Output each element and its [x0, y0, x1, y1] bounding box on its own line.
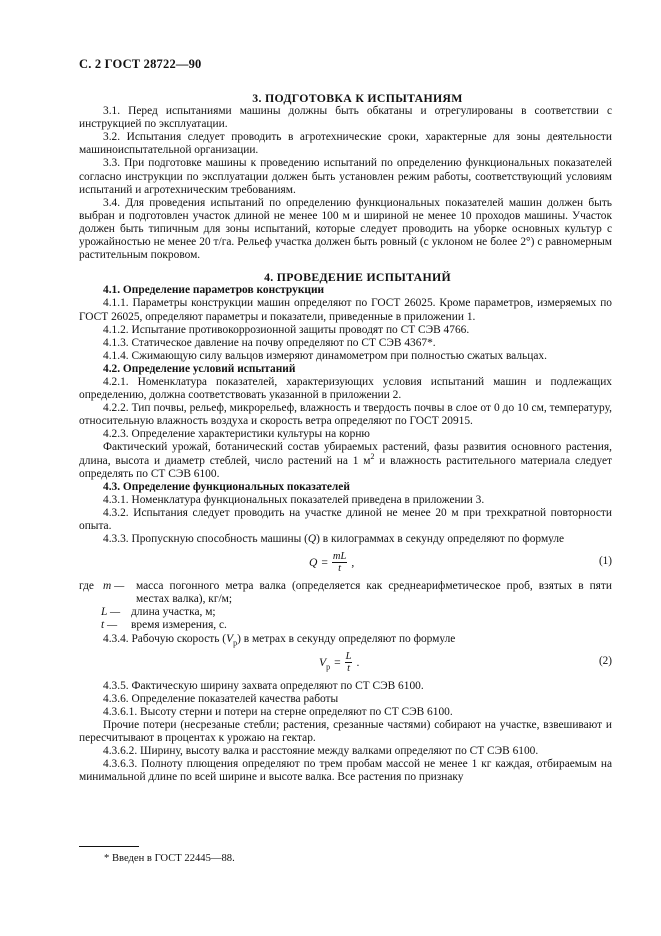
speed-text-start: 4.3.4. Рабочую скорость ( [103, 632, 227, 645]
where-t-symbol: t — [101, 619, 118, 632]
heading-4-1: 4.1. Определение параметров конструкции [103, 284, 325, 297]
footnote: * Введен в ГОСТ 22445—88. [104, 853, 235, 864]
paragraph-4-3-3 [79, 533, 612, 546]
formula-1 [79, 549, 612, 575]
paragraph-4-3-1: 4.3.1. Номенклатура функциональных показателей приведена в приложении 3. [103, 493, 485, 506]
formula-2 [79, 649, 612, 675]
formula-1-numerator: mL [332, 551, 347, 563]
formula-2-numerator: L [345, 650, 352, 662]
paragraph-4-2-2: 4.2.2. Тип почвы, рельеф, микрорельеф, влажность и твердость почвы в слое от 0 до 10 см, температуру, относительную влажность воздуха и скорость ветра определяют по ГОСТ 20915. [79, 402, 612, 428]
paragraph-4-3-2: 4.3.2. Испытания следует проводить на участке длиной не менее 20 м при трехкратной повторности опыта. [79, 506, 612, 532]
paragraph-4-3-4 [79, 633, 612, 646]
paragraph-4-2-1: 4.2.1. Номенклатура показателей, характеризующих условия испытаний машин и подлежащих определению, должна соответствовать указанной в приложении 2. [79, 375, 612, 402]
speed-symbol: V [226, 632, 234, 645]
crop-text-start: Фактический урожай, ботанический состав убираемых растений, фазы развития основного растения, длина, высота и диаметр стеблей, число растений на 1 м [79, 441, 612, 467]
document-body [79, 92, 612, 784]
formula-2-fraction [345, 651, 353, 674]
crop-text-end: и влажность растительного материала следует определять по СТ СЭВ 6100. [79, 454, 612, 480]
running-header: С. 2 ГОСТ 28722—90 [79, 57, 202, 71]
where-l-definition: длина участка, м; [131, 606, 216, 619]
formula-2-number: (2) [598, 654, 612, 667]
paragraph-4-1-2: 4.1.2. Испытание противокоррозионной защиты проводят по СТ СЭВ 4766. [103, 323, 470, 336]
square-meter-superscript: 2 [370, 451, 375, 461]
throughput-text-start: 4.3.3. Пропускную способность машины ( [103, 533, 308, 546]
formula-2-lhs: V [319, 655, 327, 669]
paragraph-3-4: 3.4. Для проведения испытаний по определению функциональных показателей машин должен быть выбран и подготовлен участок длиной не менее 100 м и шириной не менее 10 проходов машины. Участок должен быть типичным для зоны испытаний, которые следует проводить на уборке основных культур с урожайностью не менее 20 т/га. Рельеф участка должен быть ровный (с уклоном не более 2°) с равномерным растительным покровом. [79, 196, 612, 262]
paragraph-4-3-5: 4.3.5. Фактическую ширину захвата определяют по СТ СЭВ 6100. [103, 679, 424, 692]
footnote-divider [79, 846, 139, 847]
heading-4-2: 4.2. Определение условий испытаний [103, 362, 296, 375]
formula-1-number: (1) [598, 555, 612, 568]
paragraph-4-1-1: 4.1.1. Параметры конструкции машин определяют по ГОСТ 26025. Кроме параметров, измеряемых по ГОСТ 26025, определяют параметры и показатели, приведенные в приложении 1. [79, 297, 612, 323]
paragraph-4-3-6-3: 4.3.6.3. Полноту плющения определяют по трем пробам массой не менее 1 кг каждая, отбираемым на минимальной длине по всей ширине и высоте валка. Все растения по признаку [79, 758, 612, 784]
formula-2-lhs-subscript: p [326, 661, 331, 671]
formula-1-comma: , [351, 556, 355, 570]
paragraph-3-3: 3.3. При подготовке машины к проведению испытаний по определению функциональных показателей согласно инструкции по эксплуатации должен быть установлен режим работы, соответствующий условиям испытаний и агротехническим требованиям. [79, 157, 612, 196]
paragraph-4-3-6-2: 4.3.6.2. Ширину, высоту валка и расстояние между валками определяют по СТ СЭВ 6100. [103, 745, 539, 758]
speed-subscript: p [233, 637, 238, 647]
formula-1-denominator: t [338, 563, 342, 575]
paragraph-4-3-6: 4.3.6. Определение показателей качества работы [103, 692, 339, 705]
formula-2-denominator: t [347, 662, 351, 674]
paragraph-4-1-4: 4.1.4. Сжимающую силу вальцов измеряют динамометром при полностью сжатых вальцах. [103, 349, 547, 362]
paragraph-4-2-3: 4.2.3. Определение характеристики культуры на корню [103, 428, 370, 441]
heading-4-3: 4.3. Определение функциональных показателей [103, 480, 350, 493]
where-t-definition: время измерения, с. [131, 619, 227, 632]
paragraph-4-1-3: 4.1.3. Статическое давление на почву определяют по СТ СЭВ 4367*. [103, 336, 436, 349]
throughput-symbol: Q [307, 533, 317, 546]
paragraph-4-2-3-crop [79, 441, 612, 480]
where-label: где [79, 580, 94, 593]
formula-2-equals: = [334, 655, 341, 669]
formula-1-equals: = [321, 556, 328, 570]
formula-2-period: . [356, 655, 360, 669]
paragraph-4-3-6-1-losses: Прочие потери (несрезаные стебли; растения, срезанные частями) собирают на участке, взвешивают и пересчитывают в процентах к урожаю на гектар. [79, 718, 612, 745]
throughput-text-end: ) в килограммах в секунду определяют по формуле [316, 533, 565, 546]
section-3-title: 3. ПОДГОТОВКА К ИСПЫТАНИЯМ [252, 91, 463, 105]
formula-1-fraction [332, 551, 347, 574]
where-m-definition: масса погонного метра валка (определяется как среднеарифметическое проб, взятых в пяти местах валка), кг/м; [136, 580, 612, 606]
where-m-symbol: m — [103, 580, 125, 593]
section-4-title: 4. ПРОВЕДЕНИЕ ИСПЫТАНИЙ [264, 270, 451, 285]
paragraph-3-2: 3.2. Испытания следует проводить в агротехнические сроки, характерные для зоны деятельности машиноиспытательной организации. [79, 131, 612, 157]
speed-text-end: ) в метрах в секунду определяют по формуле [237, 632, 456, 645]
paragraph-4-3-6-1: 4.3.6.1. Высоту стерни и потери на стерне определяют по СТ СЭВ 6100. [103, 705, 453, 718]
paragraph-3-1: 3.1. Перед испытаниями машины должны быть обкатаны и отрегулированы в соответствии с инструкцией по эксплуатации. [79, 105, 612, 131]
where-l-symbol: L — [101, 606, 121, 619]
formula-1-lhs: Q [309, 556, 318, 570]
variable-definitions [79, 580, 612, 632]
